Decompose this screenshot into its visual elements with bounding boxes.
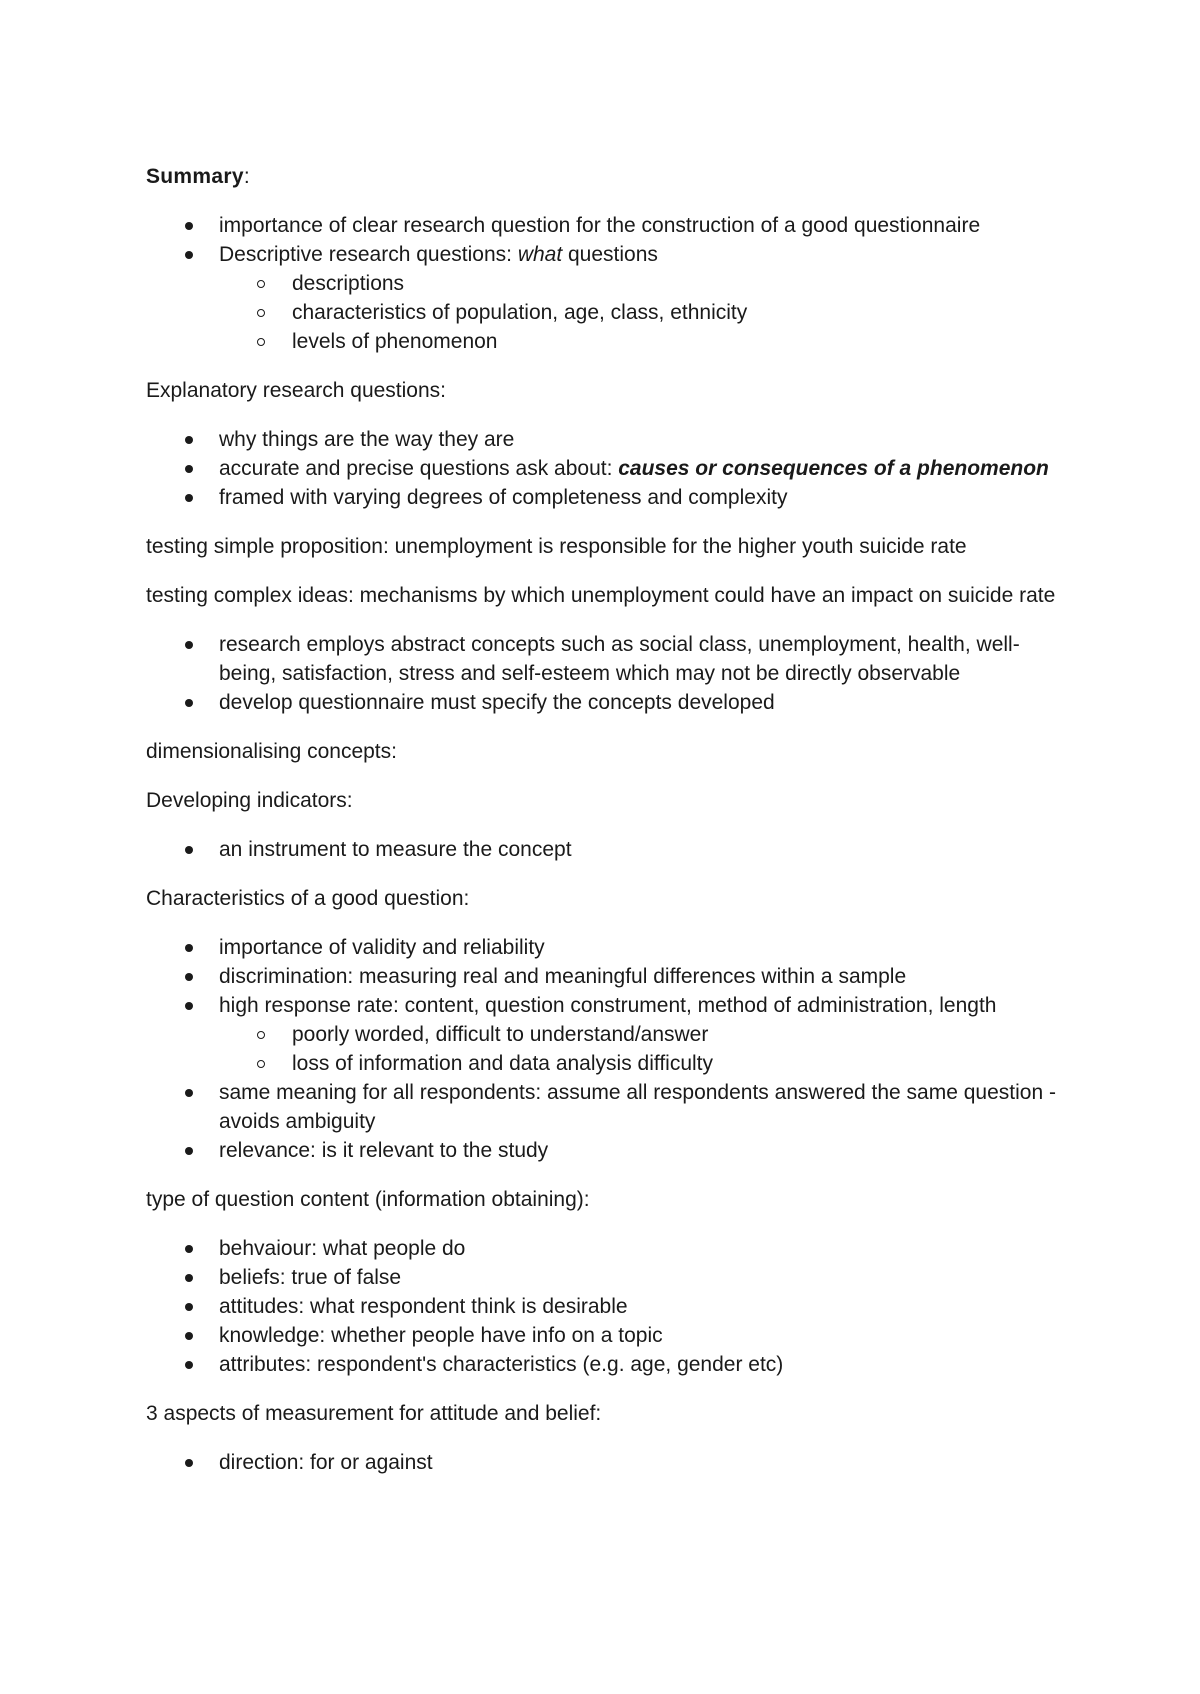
sub-list-item: descriptions — [219, 269, 1066, 298]
list-item: why things are the way they are — [146, 425, 1066, 454]
list-item: same meaning for all respondents: assume all respondents answered the same question - avoids ambiguity — [146, 1078, 1066, 1136]
list-item: relevance: is it relevant to the study — [146, 1136, 1066, 1165]
bullet-icon — [185, 1303, 193, 1311]
summary-list — [146, 211, 1066, 356]
list-item: direction: for or against — [146, 1448, 1066, 1477]
list-item: discrimination: measuring real and meaningful differences within a sample — [146, 962, 1066, 991]
summary-heading: Summary: — [146, 165, 250, 188]
bullet-icon — [185, 465, 193, 473]
sub-list-item: levels of phenomenon — [219, 327, 1066, 356]
circle-bullet-icon — [257, 1031, 265, 1039]
circle-bullet-icon — [257, 280, 265, 288]
list-item: importance of clear research question for the construction of a good questionnaire — [146, 211, 1066, 240]
list-item: research employs abstract concepts such as social class, unemployment, health, well-being, satisfaction, stress and self-esteem which may not be directly observable — [146, 630, 1066, 688]
bullet-icon — [185, 641, 193, 649]
document-page — [146, 162, 1066, 1477]
list-item: an instrument to measure the concept — [146, 835, 1066, 864]
indicators-list — [146, 835, 1066, 864]
bullet-icon — [185, 973, 193, 981]
bullet-icon — [185, 846, 193, 854]
bullet-icon — [185, 1361, 193, 1369]
testing-simple-text: testing simple proposition: unemployment is responsible for the higher youth suicide rate — [146, 535, 967, 558]
circle-bullet-icon — [257, 1060, 265, 1068]
list-item: beliefs: true of false — [146, 1263, 1066, 1292]
bullet-icon — [185, 222, 193, 230]
measurement-list — [146, 1448, 1066, 1477]
bullet-icon — [185, 944, 193, 952]
list-item: framed with varying degrees of completeness and complexity — [146, 483, 1066, 512]
bullet-icon — [185, 436, 193, 444]
list-item: Descriptive research questions: what questions descriptions characteristics of population, age, class, ethnicity levels of phenomenon — [146, 240, 1066, 356]
concepts-list — [146, 630, 1066, 717]
good-question-list — [146, 933, 1066, 1165]
bullet-icon — [185, 1274, 193, 1282]
explanatory-heading: Explanatory research questions: — [146, 379, 446, 402]
bullet-icon — [185, 494, 193, 502]
bullet-icon — [185, 1147, 193, 1155]
testing-complex-text: testing complex ideas: mechanisms by which unemployment could have an impact on suicide rate — [146, 584, 1056, 607]
bullet-icon — [185, 1245, 193, 1253]
list-item: attitudes: what respondent think is desirable — [146, 1292, 1066, 1321]
list-item: importance of validity and reliability — [146, 933, 1066, 962]
list-item: accurate and precise questions ask about: causes or consequences of a phenomenon — [146, 454, 1066, 483]
sub-list-item: loss of information and data analysis difficulty — [219, 1049, 1066, 1078]
list-item: behvaiour: what people do — [146, 1234, 1066, 1263]
circle-bullet-icon — [257, 338, 265, 346]
dimensionalising-text: dimensionalising concepts: — [146, 740, 397, 763]
list-item: develop questionnaire must specify the concepts developed — [146, 688, 1066, 717]
bullet-icon — [185, 1002, 193, 1010]
bullet-icon — [185, 1459, 193, 1467]
explanatory-list — [146, 425, 1066, 512]
indicators-heading: Developing indicators: — [146, 789, 353, 812]
circle-bullet-icon — [257, 309, 265, 317]
sub-list — [219, 1020, 1066, 1078]
bullet-icon — [185, 1332, 193, 1340]
list-item: attributes: respondent's characteristics (e.g. age, gender etc) — [146, 1350, 1066, 1379]
sub-list-item: poorly worded, difficult to understand/answer — [219, 1020, 1066, 1049]
good-question-heading: Characteristics of a good question: — [146, 887, 470, 910]
measurement-heading: 3 aspects of measurement for attitude and belief: — [146, 1402, 602, 1425]
bullet-icon — [185, 251, 193, 259]
bullet-icon — [185, 1089, 193, 1097]
bullet-icon — [185, 699, 193, 707]
list-item: knowledge: whether people have info on a topic — [146, 1321, 1066, 1350]
sub-list — [219, 269, 1066, 356]
sub-list-item: characteristics of population, age, class, ethnicity — [219, 298, 1066, 327]
content-type-list — [146, 1234, 1066, 1379]
list-item: high response rate: content, question construment, method of administration, length poorly worded, difficult to understand/answer loss of information and data analysis difficulty — [146, 991, 1066, 1078]
content-type-heading: type of question content (information obtaining): — [146, 1188, 590, 1211]
